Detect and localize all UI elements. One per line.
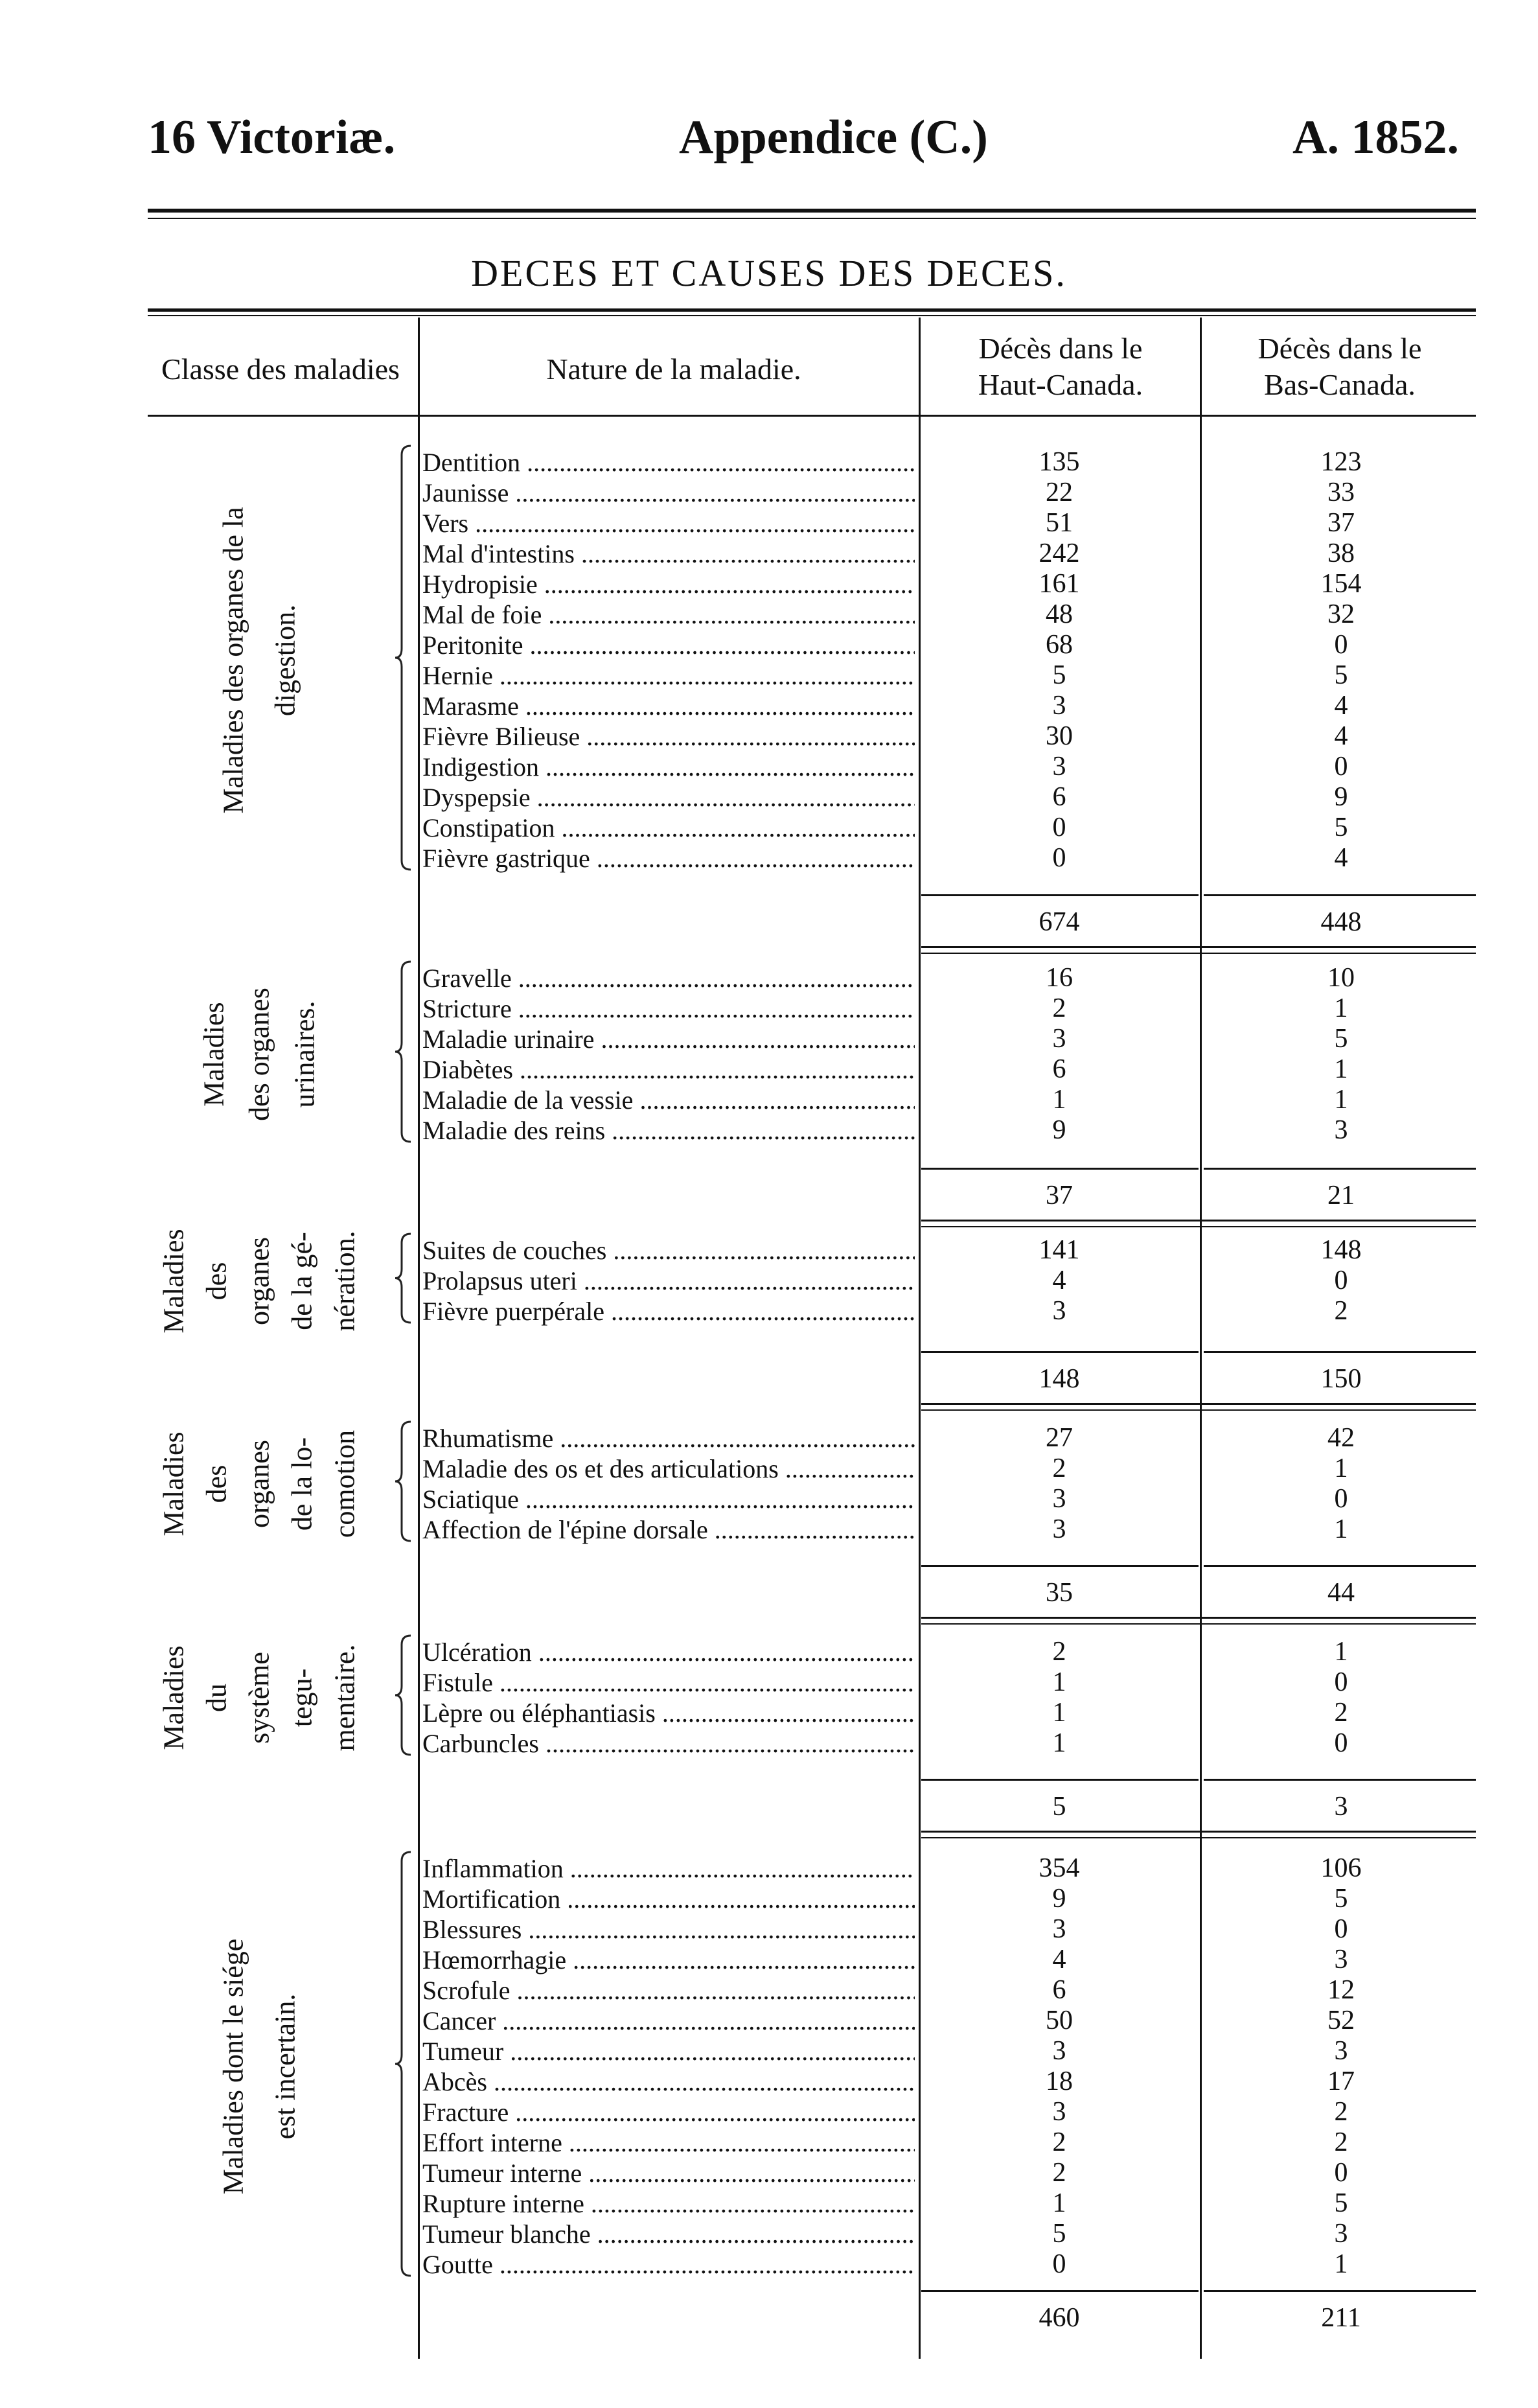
deaths-bas-canada: 17 bbox=[1327, 2066, 1355, 2096]
deaths-bas-canada: 1 bbox=[1334, 1514, 1348, 1544]
table-row bbox=[422, 1115, 1459, 1146]
table-row bbox=[422, 478, 1459, 508]
table-row bbox=[422, 963, 1459, 993]
table-row bbox=[422, 1667, 1459, 1698]
table-row bbox=[422, 993, 1459, 1024]
column-header-bas bbox=[1204, 330, 1476, 403]
deaths-bas-canada: 2 bbox=[1334, 1296, 1348, 1326]
disease-name: Fistule ..... bbox=[422, 1667, 915, 1698]
disease-name: Constipation ..... bbox=[422, 813, 915, 843]
disease-name: Suites de couches ..... bbox=[422, 1235, 915, 1266]
disease-name: Mortification ..... bbox=[422, 1884, 915, 1914]
deaths-haut-canada: 2 bbox=[1052, 2158, 1066, 2188]
deaths-haut-canada: 3 bbox=[1052, 1024, 1066, 1054]
deaths-haut-canada: 3 bbox=[1052, 1296, 1066, 1326]
subtotal-haut-canada: 5 bbox=[1052, 1792, 1066, 1822]
table-row bbox=[422, 2097, 1459, 2127]
deaths-bas-canada: 10 bbox=[1327, 963, 1355, 993]
deaths-haut-canada: 135 bbox=[1039, 447, 1080, 477]
table-row bbox=[422, 813, 1459, 843]
group-label-line: organes bbox=[243, 1236, 275, 1325]
group-label-line: organes bbox=[243, 1439, 275, 1529]
table-row bbox=[422, 1945, 1459, 1975]
deaths-haut-canada: 354 bbox=[1039, 1853, 1080, 1883]
deaths-haut-canada: 0 bbox=[1052, 2249, 1066, 2279]
subtotal-rule-haut bbox=[921, 1351, 1199, 1353]
deaths-bas-canada: 32 bbox=[1327, 599, 1355, 629]
group-label-line: Maladies bbox=[157, 1431, 190, 1536]
deaths-haut-canada: 3 bbox=[1052, 1514, 1066, 1544]
group-label-line: mentaire. bbox=[328, 1644, 361, 1752]
table-row bbox=[422, 2066, 1459, 2097]
column-header-bas-line1: Décès dans le bbox=[1257, 332, 1422, 365]
table-top-rule-thin bbox=[148, 315, 1476, 316]
deaths-bas-canada: 5 bbox=[1334, 813, 1348, 842]
deaths-haut-canada: 3 bbox=[1052, 2036, 1066, 2066]
disease-name: Tumeur blanche ..... bbox=[422, 2219, 915, 2249]
subtotal-haut-canada: 674 bbox=[1039, 907, 1080, 937]
disease-name: Indigestion ..... bbox=[422, 752, 915, 782]
disease-name: Goutte ..... bbox=[422, 2249, 915, 2280]
group-label-line: est incertain. bbox=[269, 1993, 301, 2140]
deaths-bas-canada: 5 bbox=[1334, 1024, 1348, 1054]
deaths-haut-canada: 18 bbox=[1046, 2066, 1073, 2096]
disease-name: Hydropisie ..... bbox=[422, 569, 915, 599]
group-label-line: Maladies des organes de la bbox=[217, 507, 249, 814]
disease-name: Rhumatisme ..... bbox=[422, 1423, 915, 1453]
disease-name: Fièvre puerpérale ..... bbox=[422, 1296, 915, 1326]
deaths-haut-canada: 16 bbox=[1046, 963, 1073, 993]
running-header-right: A. 1852. bbox=[1292, 111, 1459, 164]
deaths-haut-canada: 30 bbox=[1046, 721, 1073, 751]
subtotal-bas-canada: 448 bbox=[1320, 907, 1362, 937]
disease-name: Carbuncles ..... bbox=[422, 1728, 915, 1759]
group-brace bbox=[394, 1634, 413, 1756]
group-label-line: Maladies bbox=[198, 1002, 230, 1107]
disease-name: Mal d'intestins ..... bbox=[422, 538, 915, 569]
subtotal-rule-bas bbox=[1204, 894, 1476, 896]
table-row bbox=[422, 660, 1459, 691]
disease-name: Fracture ..... bbox=[422, 2097, 915, 2127]
table-row bbox=[422, 1266, 1459, 1296]
disease-name: Gravelle ..... bbox=[422, 963, 915, 993]
subtotal-bas-canada: 21 bbox=[1327, 1181, 1355, 1210]
subtotal-haut-canada: 37 bbox=[1046, 1181, 1073, 1210]
deaths-haut-canada: 1 bbox=[1052, 1667, 1066, 1697]
deaths-haut-canada: 0 bbox=[1052, 813, 1066, 842]
deaths-bas-canada: 0 bbox=[1334, 630, 1348, 660]
group-separator-rule-thin bbox=[921, 1623, 1476, 1625]
deaths-bas-canada: 1 bbox=[1334, 993, 1348, 1023]
group-separator-rule bbox=[921, 1403, 1476, 1405]
disease-name: Hœmorrhagie ..... bbox=[422, 1945, 915, 1975]
subtotal-rule-bas bbox=[1204, 1565, 1476, 1567]
disease-name: Marasme ..... bbox=[422, 691, 915, 721]
disease-name: Peritonite ..... bbox=[422, 630, 915, 660]
subtotal-rule-haut bbox=[921, 1779, 1199, 1781]
deaths-haut-canada: 48 bbox=[1046, 599, 1073, 629]
subtotal-rule-bas bbox=[1204, 1168, 1476, 1170]
group-label-line: de la gé- bbox=[286, 1231, 318, 1330]
deaths-haut-canada: 3 bbox=[1052, 1914, 1066, 1944]
subtotal-rule-haut bbox=[921, 1565, 1199, 1567]
group-label-line: urinaires. bbox=[288, 1001, 321, 1108]
disease-name: Prolapsus uteri ..... bbox=[422, 1266, 915, 1296]
disease-name: Rupture interne ..... bbox=[422, 2188, 915, 2219]
column-header-haut-line2: Haut-Canada. bbox=[978, 368, 1143, 401]
deaths-bas-canada: 2 bbox=[1334, 2097, 1348, 2127]
deaths-haut-canada: 161 bbox=[1039, 569, 1080, 599]
group-brace bbox=[394, 1420, 413, 1542]
deaths-bas-canada: 4 bbox=[1334, 691, 1348, 721]
disease-name: Scrofule ..... bbox=[422, 1975, 915, 2006]
group-label-line: des bbox=[200, 1262, 233, 1300]
subtotal-bas-canada: 44 bbox=[1327, 1578, 1355, 1608]
deaths-bas-canada: 2 bbox=[1334, 2127, 1348, 2157]
table-row bbox=[422, 1423, 1459, 1453]
subtotal-haut-canada: 460 bbox=[1039, 2303, 1080, 2333]
table-row bbox=[422, 1453, 1459, 1484]
disease-name: Effort interne ..... bbox=[422, 2127, 915, 2158]
group-brace bbox=[394, 960, 413, 1143]
disease-name: Sciatique ..... bbox=[422, 1484, 915, 1514]
disease-name: Hernie ..... bbox=[422, 660, 915, 691]
brace-shape bbox=[394, 1233, 413, 1324]
column-divider-classe bbox=[418, 318, 420, 2359]
table-row bbox=[422, 599, 1459, 630]
subtotal-bas-canada: 211 bbox=[1321, 2303, 1361, 2333]
deaths-bas-canada: 0 bbox=[1334, 752, 1348, 781]
disease-name: Ulcération ..... bbox=[422, 1637, 915, 1667]
group-label-line: des organes bbox=[243, 988, 275, 1121]
deaths-bas-canada: 0 bbox=[1334, 1484, 1348, 1514]
table-row bbox=[422, 1054, 1459, 1085]
group-separator-rule bbox=[921, 1831, 1476, 1833]
subtotal-haut-canada: 35 bbox=[1046, 1578, 1073, 1608]
column-header-haut bbox=[921, 330, 1200, 403]
table-row bbox=[422, 2036, 1459, 2066]
group-separator-rule-thin bbox=[921, 1837, 1476, 1838]
group-brace bbox=[394, 445, 413, 871]
subtotal-bas-canada: 150 bbox=[1320, 1364, 1362, 1394]
deaths-bas-canada: 123 bbox=[1320, 447, 1362, 477]
deaths-haut-canada: 0 bbox=[1052, 843, 1066, 873]
table-row bbox=[422, 1728, 1459, 1759]
brace-shape bbox=[394, 1420, 413, 1542]
table-row bbox=[422, 1235, 1459, 1266]
table-row bbox=[422, 538, 1459, 569]
deaths-bas-canada: 0 bbox=[1334, 2158, 1348, 2188]
group-label-line: tegu- bbox=[286, 1668, 318, 1728]
group-label-line: des bbox=[200, 1464, 233, 1503]
brace-shape bbox=[394, 960, 413, 1143]
deaths-haut-canada: 5 bbox=[1052, 660, 1066, 690]
deaths-haut-canada: 51 bbox=[1046, 508, 1073, 538]
table-row bbox=[422, 630, 1459, 660]
header-rule-thin bbox=[148, 218, 1476, 219]
deaths-bas-canada: 154 bbox=[1320, 569, 1362, 599]
deaths-bas-canada: 4 bbox=[1334, 843, 1348, 873]
group-label-line: nération. bbox=[328, 1230, 361, 1332]
deaths-haut-canada: 1 bbox=[1052, 2188, 1066, 2218]
disease-name: Abcès ..... bbox=[422, 2066, 915, 2097]
brace-shape bbox=[394, 1851, 413, 2277]
group-label-line: de la lo- bbox=[286, 1437, 318, 1531]
deaths-haut-canada: 3 bbox=[1052, 691, 1066, 721]
disease-name: Vers ..... bbox=[422, 508, 915, 538]
table-row bbox=[422, 1975, 1459, 2006]
table-row bbox=[422, 508, 1459, 538]
subtotal-rule-bas bbox=[1204, 2290, 1476, 2292]
subtotal-rule-haut bbox=[921, 894, 1199, 896]
brace-shape bbox=[394, 1634, 413, 1756]
group-separator-rule bbox=[921, 946, 1476, 948]
deaths-haut-canada: 1 bbox=[1052, 1698, 1066, 1728]
deaths-bas-canada: 42 bbox=[1327, 1423, 1355, 1453]
deaths-haut-canada: 2 bbox=[1052, 1637, 1066, 1667]
subtotal-haut-canada: 148 bbox=[1039, 1364, 1080, 1394]
deaths-bas-canada: 2 bbox=[1334, 1698, 1348, 1728]
brace-shape bbox=[394, 445, 413, 871]
deaths-haut-canada: 242 bbox=[1039, 538, 1080, 568]
deaths-bas-canada: 52 bbox=[1327, 2006, 1355, 2035]
deaths-bas-canada: 106 bbox=[1320, 1853, 1362, 1883]
deaths-haut-canada: 2 bbox=[1052, 2127, 1066, 2157]
deaths-bas-canada: 0 bbox=[1334, 1667, 1348, 1697]
deaths-bas-canada: 38 bbox=[1327, 538, 1355, 568]
disease-name: Dyspepsie ..... bbox=[422, 782, 915, 813]
deaths-bas-canada: 37 bbox=[1327, 508, 1355, 538]
disease-name: Blessures ..... bbox=[422, 1914, 915, 1945]
deaths-bas-canada: 33 bbox=[1327, 478, 1355, 507]
disease-name: Maladie des reins ..... bbox=[422, 1115, 915, 1146]
disease-name: Maladie de la vessie ..... bbox=[422, 1085, 915, 1115]
table-row bbox=[422, 2219, 1459, 2249]
deaths-haut-canada: 22 bbox=[1046, 478, 1073, 507]
deaths-haut-canada: 3 bbox=[1052, 2097, 1066, 2127]
group-separator-rule bbox=[921, 1617, 1476, 1619]
deaths-haut-canada: 141 bbox=[1039, 1235, 1080, 1265]
disease-name: Fièvre Bilieuse ..... bbox=[422, 721, 915, 752]
deaths-bas-canada: 1 bbox=[1334, 1085, 1348, 1115]
deaths-bas-canada: 0 bbox=[1334, 1266, 1348, 1295]
deaths-bas-canada: 5 bbox=[1334, 2188, 1348, 2218]
column-header-haut-line1: Décès dans le bbox=[978, 332, 1143, 365]
table-row bbox=[422, 1637, 1459, 1667]
deaths-haut-canada: 9 bbox=[1052, 1115, 1066, 1145]
table-row bbox=[422, 2158, 1459, 2188]
deaths-bas-canada: 4 bbox=[1334, 721, 1348, 751]
subtotal-bas-canada: 3 bbox=[1334, 1792, 1348, 1822]
table-row bbox=[422, 1024, 1459, 1054]
disease-name: Inflammation ..... bbox=[422, 1853, 915, 1884]
deaths-bas-canada: 0 bbox=[1334, 1728, 1348, 1758]
group-label-line: du bbox=[200, 1684, 233, 1712]
table-row bbox=[422, 2249, 1459, 2280]
group-brace bbox=[394, 1233, 413, 1324]
disease-name: Tumeur ..... bbox=[422, 2036, 915, 2066]
deaths-haut-canada: 6 bbox=[1052, 1054, 1066, 1084]
group-label-line: digestion. bbox=[269, 604, 301, 717]
table-row bbox=[422, 2006, 1459, 2036]
deaths-haut-canada: 50 bbox=[1046, 2006, 1073, 2035]
deaths-haut-canada: 4 bbox=[1052, 1266, 1066, 1295]
deaths-haut-canada: 3 bbox=[1052, 1484, 1066, 1514]
deaths-bas-canada: 3 bbox=[1334, 1945, 1348, 1974]
disease-name: Mal de foie ..... bbox=[422, 599, 915, 630]
deaths-bas-canada: 148 bbox=[1320, 1235, 1362, 1265]
deaths-haut-canada: 68 bbox=[1046, 630, 1073, 660]
deaths-haut-canada: 3 bbox=[1052, 752, 1066, 781]
disease-name: Affection de l'épine dorsale ..... bbox=[422, 1514, 915, 1545]
disease-name: Maladie urinaire ..... bbox=[422, 1024, 915, 1054]
header-rule-thick bbox=[148, 209, 1476, 213]
subtotal-rule-bas bbox=[1204, 1351, 1476, 1353]
deaths-haut-canada: 5 bbox=[1052, 2219, 1066, 2249]
group-label-line: Maladies bbox=[157, 1645, 190, 1750]
disease-name: Maladie des os et des articulations ..... bbox=[422, 1453, 915, 1484]
deaths-bas-canada: 1 bbox=[1334, 1453, 1348, 1483]
deaths-haut-canada: 6 bbox=[1052, 782, 1066, 812]
table-row bbox=[422, 843, 1459, 874]
table-row bbox=[422, 1514, 1459, 1545]
table-top-rule bbox=[148, 308, 1476, 312]
table-row bbox=[422, 447, 1459, 478]
deaths-bas-canada: 5 bbox=[1334, 660, 1348, 690]
table-row bbox=[422, 569, 1459, 599]
disease-name: Jaunisse ..... bbox=[422, 478, 915, 508]
deaths-bas-canada: 0 bbox=[1334, 1914, 1348, 1944]
group-separator-rule-thin bbox=[921, 1409, 1476, 1411]
deaths-bas-canada: 1 bbox=[1334, 2249, 1348, 2279]
deaths-bas-canada: 5 bbox=[1334, 1884, 1348, 1914]
deaths-bas-canada: 3 bbox=[1334, 1115, 1348, 1145]
column-header-rule bbox=[148, 415, 1476, 417]
table-row bbox=[422, 1296, 1459, 1326]
deaths-haut-canada: 1 bbox=[1052, 1085, 1066, 1115]
disease-name: Cancer ..... bbox=[422, 2006, 915, 2036]
deaths-bas-canada: 1 bbox=[1334, 1637, 1348, 1667]
running-header-left: 16 Victoriæ. bbox=[148, 111, 396, 164]
table-row bbox=[422, 721, 1459, 752]
table-row bbox=[422, 2188, 1459, 2219]
disease-name: Dentition ..... bbox=[422, 447, 915, 478]
running-header-center: Appendice (C.) bbox=[679, 111, 988, 164]
table-title: DECES ET CAUSES DES DECES. bbox=[471, 252, 1067, 294]
disease-name: Lèpre ou éléphantiasis ..... bbox=[422, 1698, 915, 1728]
deaths-haut-canada: 2 bbox=[1052, 993, 1066, 1023]
deaths-bas-canada: 12 bbox=[1327, 1975, 1355, 2005]
table-row bbox=[422, 1698, 1459, 1728]
subtotal-rule-haut bbox=[921, 2290, 1199, 2292]
table-row bbox=[422, 691, 1459, 721]
table-row bbox=[422, 752, 1459, 782]
deaths-haut-canada: 1 bbox=[1052, 1728, 1066, 1758]
deaths-haut-canada: 4 bbox=[1052, 1945, 1066, 1974]
subtotal-rule-bas bbox=[1204, 1779, 1476, 1781]
column-header-nature: Nature de la maladie. bbox=[546, 353, 801, 386]
deaths-haut-canada: 9 bbox=[1052, 1884, 1066, 1914]
disease-name: Tumeur interne ..... bbox=[422, 2158, 915, 2188]
group-separator-rule-thin bbox=[921, 1226, 1476, 1227]
deaths-haut-canada: 27 bbox=[1046, 1423, 1073, 1453]
subtotal-rule-haut bbox=[921, 1168, 1199, 1170]
group-label-line: Maladies bbox=[157, 1228, 190, 1334]
group-label-line: système bbox=[243, 1652, 275, 1744]
deaths-haut-canada: 6 bbox=[1052, 1975, 1066, 2005]
group-separator-rule-thin bbox=[921, 953, 1476, 954]
table-row bbox=[422, 2127, 1459, 2158]
group-brace bbox=[394, 1851, 413, 2277]
column-header-classe: Classe des maladies bbox=[161, 353, 400, 386]
disease-name: Fièvre gastrique ..... bbox=[422, 843, 915, 874]
disease-name: Diabètes ..... bbox=[422, 1054, 915, 1085]
table-row bbox=[422, 1914, 1459, 1945]
group-separator-rule bbox=[921, 1220, 1476, 1221]
table-row bbox=[422, 1884, 1459, 1914]
deaths-haut-canada: 2 bbox=[1052, 1453, 1066, 1483]
deaths-bas-canada: 9 bbox=[1334, 782, 1348, 812]
disease-name: Stricture ..... bbox=[422, 993, 915, 1024]
column-header-bas-line2: Bas-Canada. bbox=[1264, 368, 1416, 401]
group-label-line: Maladies dont le siége bbox=[217, 1938, 249, 2195]
table-row bbox=[422, 782, 1459, 813]
deaths-bas-canada: 3 bbox=[1334, 2219, 1348, 2249]
table-row bbox=[422, 1085, 1459, 1115]
deaths-bas-canada: 1 bbox=[1334, 1054, 1348, 1084]
group-label-line: comotion bbox=[328, 1430, 361, 1538]
deaths-bas-canada: 3 bbox=[1334, 2036, 1348, 2066]
table-row bbox=[422, 1853, 1459, 1884]
table-row bbox=[422, 1484, 1459, 1514]
